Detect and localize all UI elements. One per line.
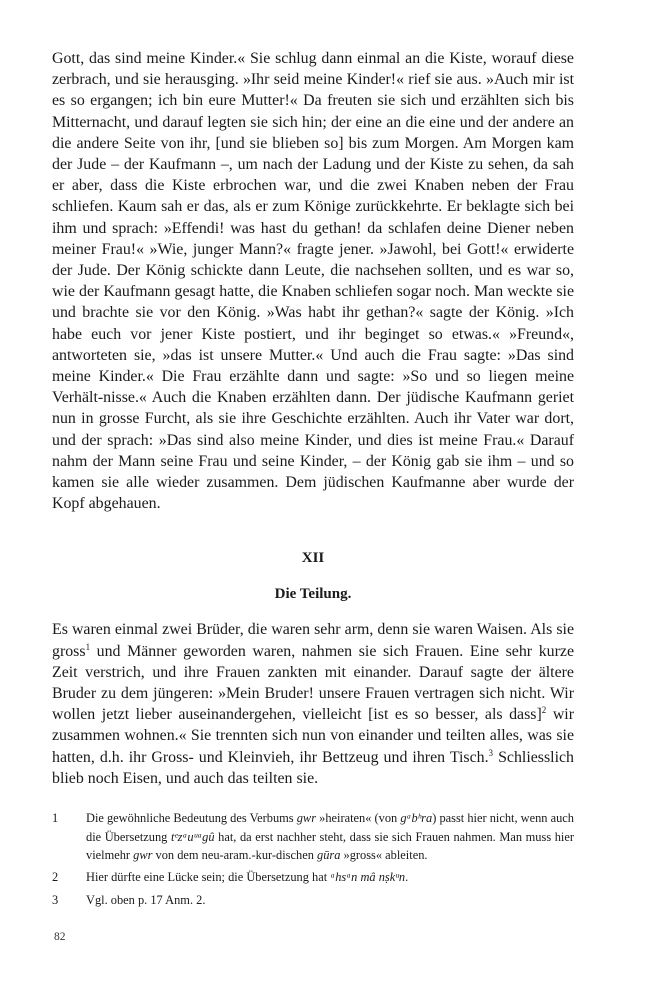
story-text: Schliesslich blieb noch Eisen, und auch das teilten sie. — [52, 748, 574, 787]
footnote-segment: »heiraten« (von — [316, 811, 401, 826]
footnote-segment: . — [405, 870, 409, 885]
page-number: 82 — [54, 931, 66, 943]
footnote-term: gūra — [317, 847, 341, 862]
footnote-ref[interactable]: 1 — [85, 641, 91, 652]
footnote — [52, 891, 574, 909]
story-text: Es waren einmal zwei Brüder, die waren sehr arm, denn sie waren Waisen. Als sie gross — [52, 621, 574, 660]
story-paragraph — [52, 619, 574, 789]
footnote — [52, 809, 574, 864]
story-text: wir zusammen wohnen.« Sie trennten sich nun von einander und teilten alles, was sie hatten, d.h. ihr Gross- und Kleinvieh, ihr Bettzeug und ihren Tisch. — [52, 706, 574, 766]
chapter-title: Die Teilung. — [274, 586, 352, 603]
footnote-segment: hat, da erst nachher steht, dass sie sich Frauen nahmen. Man muss hier vielmehr — [86, 829, 574, 862]
footnote-text — [86, 809, 574, 864]
footnote-number: 3 — [52, 892, 59, 907]
footnote-ref[interactable]: 3 — [488, 747, 494, 758]
footnote-segment: Die gewöhnliche Bedeutung des Verbums — [86, 811, 297, 826]
footnote-term: gwr — [296, 811, 317, 826]
footnote-number: 2 — [52, 870, 59, 885]
footnote-ref[interactable]: 2 — [541, 705, 547, 716]
footnotes — [52, 809, 574, 909]
footnote-segment: ) passt hier nicht, wenn auch die Übersetzung — [86, 811, 574, 844]
footnote-segment: Hier dürfte eine Lücke sein; die Übersetzung hat — [86, 870, 331, 885]
body-paragraph: Gott, das sind meine Kinder.« Sie schlug dann einmal an die Kiste, worauf diese zerbrach, und sie herausging. »Ihr seid meine Kinder!« rief sie aus. »Auch mir ist es so ergangen; ich bin eure Mutter!« Da freuten sie sich und erzählten sich bis Mitternacht, und darauf legten sie sich hin; der eine an die eine und der andere an die andere Seite von ihr, [und sie blieben so] bis zum Morgen. Am Morgen kam der Jude – der Kaufmann –, um nach der Ladung und der Kiste zu sehen, da sah er aber, dass die Kiste erbrochen war, und die zwei Knaben neben der Frau schliefen. Kaum sah er das, als er zum Könige zurückkehrte. Er beklagte sich bei ihm und sprach: »Effendi! was hast du gethan! da schlafen deine Diener neben meiner Frau!« »Wie, junger Mann?« fragte jener. »Jawohl, bei Gott!« erwiderte der Jude. Der König schickte dann Leute, die nachsehen sollten, und es war so, wie der Kaufmann gesagt hatte, die Knaben schliefen sogar noch. Man weckte sie und brachte sie vor den König. »Was habt ihr gethan?« sagte der König. »Ich habe euch vor jener Kiste postiert, und ihr beginget so etwas.« »Freund«, antworteten sie, »das ist unsere Mutter.« Und auch die Frau sagte: »Das sind meine Kinder.« Die Frau erzählte dann und sagte: »So und so liegen meine Verhält-nisse.« Auch die Knaben erzählten dann. Der jüdische Kaufmann geriet nun in grosse Furcht, als sie ihre Geschichte erzählten. Auch ihr Vater war dort, und der sprach: »Das sind also meine Kinder, und dies ist meine Frau.« Darauf nahm der Mann seine Frau und seine Kinder, – der König gab sie ihm – und so kamen sie alle wieder zusammen. Dem jüdischen Kaufmanne aber wurde der Kopf abgehauen. — [52, 50, 574, 513]
footnote — [52, 868, 574, 886]
story-text: und Männer geworden waren, nahmen sie sich Frauen. Eine sehr kurze Zeit verstrich, und ihre Frauen zankten mit einander. Darauf sagte der ältere Bruder zu dem jüngeren: »Mein Bruder! unsere Frauen vertragen sich nicht. Wir wollen jetzt lieber auseinandergehen, vielleicht [ist es so besser, als dass] — [52, 642, 574, 724]
footnote-number: 1 — [52, 811, 59, 826]
footnote-term: gwr — [133, 847, 153, 862]
chapter-number: XII — [301, 550, 325, 567]
footnote-segment: von dem neu-aram.-kur-dischen — [152, 847, 317, 862]
footnote-segment: »gross« ableiten. — [340, 847, 428, 862]
page-content — [52, 48, 574, 913]
footnote-text — [86, 868, 574, 886]
footnote-term: ᵃhsᵃn mâ nṣkᵘn — [330, 870, 406, 885]
footnote-term: tᵉzᵃuᵘᵃgû — [170, 829, 215, 844]
footnote-term: gᵃbʰra — [400, 811, 433, 826]
footnote-text: Vgl. oben p. 17 Anm. 2. — [86, 892, 206, 907]
